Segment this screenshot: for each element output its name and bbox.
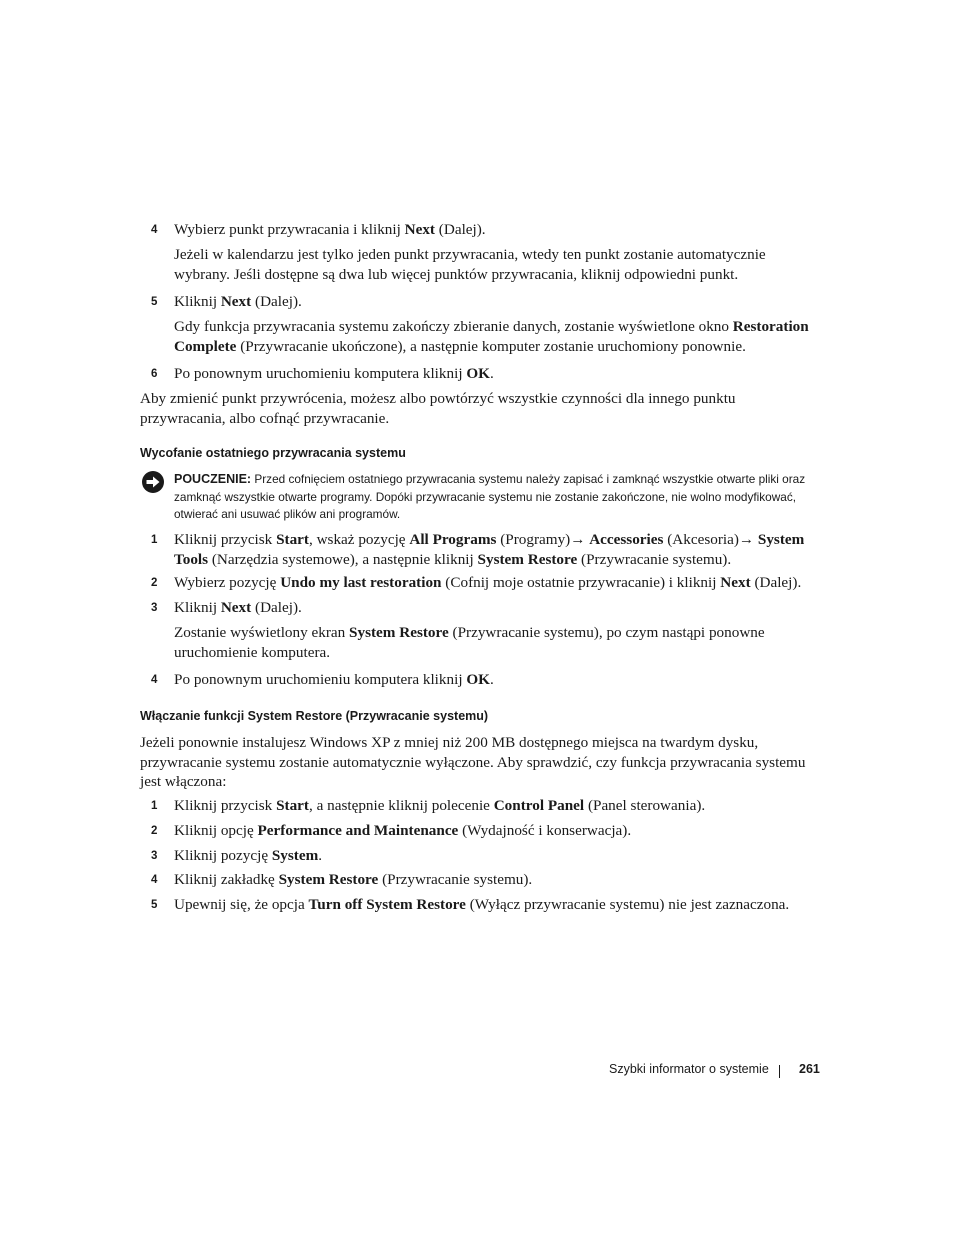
ui-term: OK xyxy=(466,671,490,688)
ui-term: System Tools xyxy=(174,531,805,568)
step-text-part: (Akcesoria)→ xyxy=(663,531,758,548)
step-text-part: (Programy)→ xyxy=(496,531,590,548)
step-text-part: Po ponownym uruchomieniu komputera kliknij xyxy=(174,671,467,688)
notice-body: Przed cofnięciem ostatniego przywracania systemu należy zapisać i zamknąć wszystkie otwarte pliki oraz zamknąć wszystkie otwarte programy. Dopóki przywracanie systemu nie zostanie zakończone, nie wolno modyfikować, otwierać ani usuwać plików ani programów. xyxy=(174,472,806,521)
footer-title: Szybki informator o systemie xyxy=(609,1062,769,1076)
ui-term: Next xyxy=(404,221,435,238)
step-text-part: (Wyłącz przywracanie systemu) nie jest zaznaczona. xyxy=(465,896,790,913)
step-text-part: Po ponownym uruchomieniu komputera kliknij xyxy=(174,365,467,382)
step-text-part: . xyxy=(489,671,494,688)
step-text-part: (Narzędzia systemowe), a następnie kliknij xyxy=(208,550,478,568)
step-text-part: Kliknij przycisk xyxy=(174,531,277,548)
step-text xyxy=(174,598,819,618)
step-text-part: , wskaż pozycję xyxy=(308,531,410,548)
ui-term: Next xyxy=(220,293,252,310)
step-number: 4 xyxy=(151,874,158,886)
step-text xyxy=(174,364,819,384)
step-text-part: Kliknij pozycję xyxy=(174,847,272,864)
step-text xyxy=(174,846,819,866)
notice-arrow-icon xyxy=(141,470,165,494)
step-number: 1 xyxy=(151,534,158,546)
step-text-part: Upewnij się, że opcja xyxy=(174,896,309,913)
ui-term: System Restore xyxy=(349,624,449,641)
ui-term: Next xyxy=(220,599,252,616)
step-text-part: . xyxy=(489,365,494,382)
step-text-part: . xyxy=(318,847,323,864)
step-text xyxy=(174,670,819,690)
step-number: 5 xyxy=(151,296,158,308)
step-number: 2 xyxy=(151,577,158,589)
step-text-part: (Panel sterowania). xyxy=(584,797,706,814)
step-text xyxy=(174,220,819,240)
step-text-part: (Dalej). xyxy=(251,293,302,310)
step-number: 1 xyxy=(151,800,158,812)
step-number: 3 xyxy=(151,850,158,862)
step-text-part: Kliknij zakładkę xyxy=(174,871,279,888)
step-text-part: Kliknij przycisk xyxy=(174,797,277,814)
step-text-part: Kliknij xyxy=(174,599,221,616)
ui-term: System Restore xyxy=(477,550,578,568)
ui-term: Restoration Complete xyxy=(174,318,809,355)
ui-term: System xyxy=(271,847,319,864)
step-number: 5 xyxy=(151,899,158,911)
step-text-part: (Dalej). xyxy=(750,574,802,591)
step-text xyxy=(174,573,834,593)
step-text-part: (Dalej). xyxy=(435,221,486,238)
step-number: 6 xyxy=(151,368,158,380)
step-text xyxy=(174,821,819,841)
step-text-part: (Przywracanie systemu). xyxy=(577,550,732,568)
ui-term: All Programs xyxy=(409,531,497,548)
ui-term: Performance and Maintenance xyxy=(257,822,459,839)
closing-paragraph: Aby zmienić punkt przywrócenia, możesz albo powtórzyć wszystkie czynności dla innego punktu przywracania, albo cofnąć przywracanie. xyxy=(140,390,736,427)
ui-term: Accessories xyxy=(589,531,664,548)
ui-term: Undo my last restoration xyxy=(280,574,442,591)
step-text-part: (Wydajność i konserwacja). xyxy=(458,822,632,839)
note-text-part: Gdy funkcja przywracania systemu zakończy zbieranie danych, zostanie wyświetlone okno xyxy=(174,318,733,335)
page-number: 261 xyxy=(799,1062,820,1076)
step-text-part: Wybierz pozycję xyxy=(174,574,281,591)
note-text-part: Zostanie wyświetlony ekran xyxy=(174,624,350,641)
step-note: Jeżeli w kalendarzu jest tylko jeden punkt przywracania, wtedy ten punkt zostanie automatycznie wybrany. Jeśli dostępne są dwa lub więcej punktów przywracania, kliknij odpowiedni punkt. xyxy=(174,246,766,283)
notice-text xyxy=(174,471,822,524)
step-text xyxy=(174,796,819,816)
step-text-part: Kliknij opcję xyxy=(174,822,258,839)
step-text-part: (Dalej). xyxy=(251,599,302,616)
section-heading: Wycofanie ostatniego przywracania systemu xyxy=(140,446,406,460)
ui-term: Start xyxy=(276,797,309,814)
footer-separator xyxy=(779,1065,780,1078)
step-note xyxy=(174,317,819,356)
ui-term: Turn off System Restore xyxy=(308,896,466,913)
step-text xyxy=(174,530,819,569)
intro-paragraph: Jeżeli ponownie instalujesz Windows XP z mniej niż 200 MB dostępnego miejsca na twardym dysku, przywracanie systemu zostanie automatycznie wyłączone. Aby sprawdzić, czy funkcja przywracania systemu jest włączona: xyxy=(140,734,806,790)
ui-term: Next xyxy=(720,574,751,591)
step-note xyxy=(174,623,819,662)
section-heading: Włączanie funkcji System Restore (Przywracanie systemu) xyxy=(140,709,489,723)
step-text xyxy=(174,870,819,890)
note-text-part: (Przywracanie systemu), po czym nastąpi ponowne uruchomienie komputera. xyxy=(174,624,765,661)
ui-term: Control Panel xyxy=(493,797,585,814)
step-number: 4 xyxy=(151,674,158,686)
step-text-part: (Przywracanie systemu). xyxy=(378,871,533,888)
step-text-part: (Cofnij moje ostatnie przywracanie) i kliknij xyxy=(441,574,721,591)
ui-term: System Restore xyxy=(278,871,379,888)
note-text-part: (Przywracanie ukończone), a następnie komputer zostanie uruchomiony ponownie. xyxy=(236,337,746,355)
step-number: 4 xyxy=(151,224,158,236)
ui-term: OK xyxy=(466,365,490,382)
notice-label: POUCZENIE: xyxy=(174,472,252,486)
step-text-part: Wybierz punkt przywracania i kliknij xyxy=(174,221,405,238)
step-text-part: , a następnie kliknij polecenie xyxy=(308,797,494,814)
step-number: 3 xyxy=(151,602,158,614)
step-number: 2 xyxy=(151,825,158,837)
step-text xyxy=(174,292,819,312)
step-text xyxy=(174,895,819,915)
step-text-part: Kliknij xyxy=(174,293,221,310)
ui-term: Start xyxy=(276,531,309,548)
